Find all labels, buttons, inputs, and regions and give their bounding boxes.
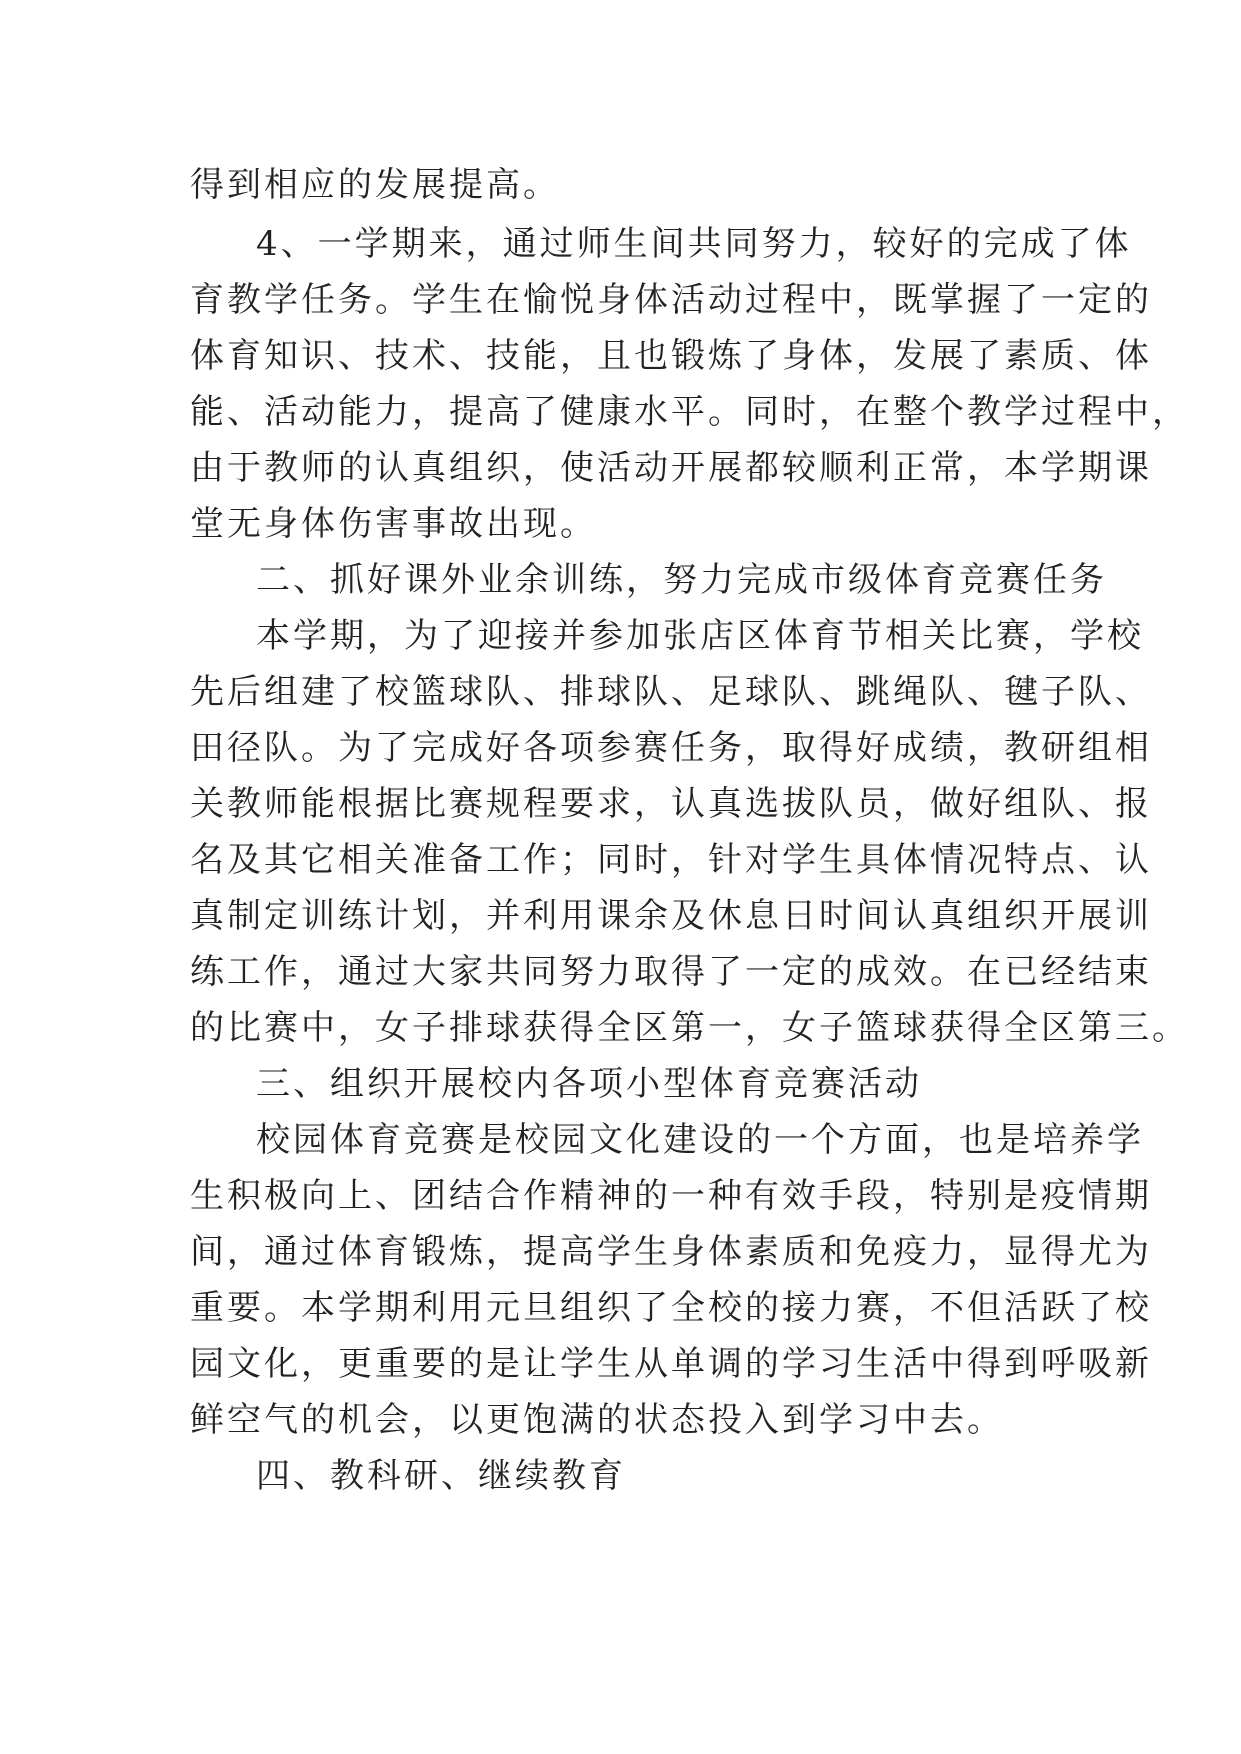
section-heading: 二、抓好课外业余训练，努力完成市级体育竞赛任务 <box>256 560 1107 600</box>
section-heading: 四、教科研、继续教育 <box>256 1456 626 1496</box>
text-line: 间，通过体育锻炼，提高学生身体素质和免疫力，显得尤为 <box>190 1232 1152 1272</box>
text-line: 园文化，更重要的是让学生从单调的学习生活中得到呼吸新 <box>190 1344 1152 1384</box>
text-line: 体育知识、技术、技能，且也锻炼了身体，发展了素质、体 <box>190 336 1152 376</box>
text-line: 关教师能根据比赛规程要求，认真选拔队员，做好组队、报 <box>190 784 1152 824</box>
text-line: 练工作，通过大家共同努力取得了一定的成效。在已经结束 <box>190 952 1152 992</box>
text-line: 4、一学期来，通过师生间共同努力，较好的完成了体 <box>256 224 1132 264</box>
text-line: 鲜空气的机会，以更饱满的状态投入到学习中去。 <box>190 1400 1004 1440</box>
text-line: 名及其它相关准备工作；同时，针对学生具体情况特点、认 <box>190 840 1152 880</box>
text-line: 田径队。为了完成好各项参赛任务，取得好成绩，教研组相 <box>190 728 1152 768</box>
text-line: 堂无身体伤害事故出现。 <box>190 504 597 544</box>
text-line: 校园体育竞赛是校园文化建设的一个方面，也是培养学 <box>256 1120 1144 1160</box>
text-line: 育教学任务。学生在愉悦身体活动过程中，既掌握了一定的 <box>190 280 1152 320</box>
text-line: 能、活动能力，提高了健康水平。同时，在整个教学过程中， <box>190 392 1189 432</box>
text-line: 先后组建了校篮球队、排球队、足球队、跳绳队、毽子队、 <box>190 672 1152 712</box>
text-line: 得到相应的发展提高。 <box>190 165 560 205</box>
text-line: 本学期，为了迎接并参加张店区体育节相关比赛，学校 <box>256 616 1144 656</box>
section-heading: 三、组织开展校内各项小型体育竞赛活动 <box>256 1064 922 1104</box>
text-line: 生积极向上、团结合作精神的一种有效手段，特别是疫情期 <box>190 1176 1152 1216</box>
text-line: 重要。本学期利用元旦组织了全校的接力赛，不但活跃了校 <box>190 1288 1152 1328</box>
text-line: 由于教师的认真组织，使活动开展都较顺利正常，本学期课 <box>190 448 1152 488</box>
text-line: 的比赛中，女子排球获得全区第一，女子篮球获得全区第三。 <box>190 1008 1189 1048</box>
text-line: 真制定训练计划，并利用课余及休息日时间认真组织开展训 <box>190 896 1152 936</box>
